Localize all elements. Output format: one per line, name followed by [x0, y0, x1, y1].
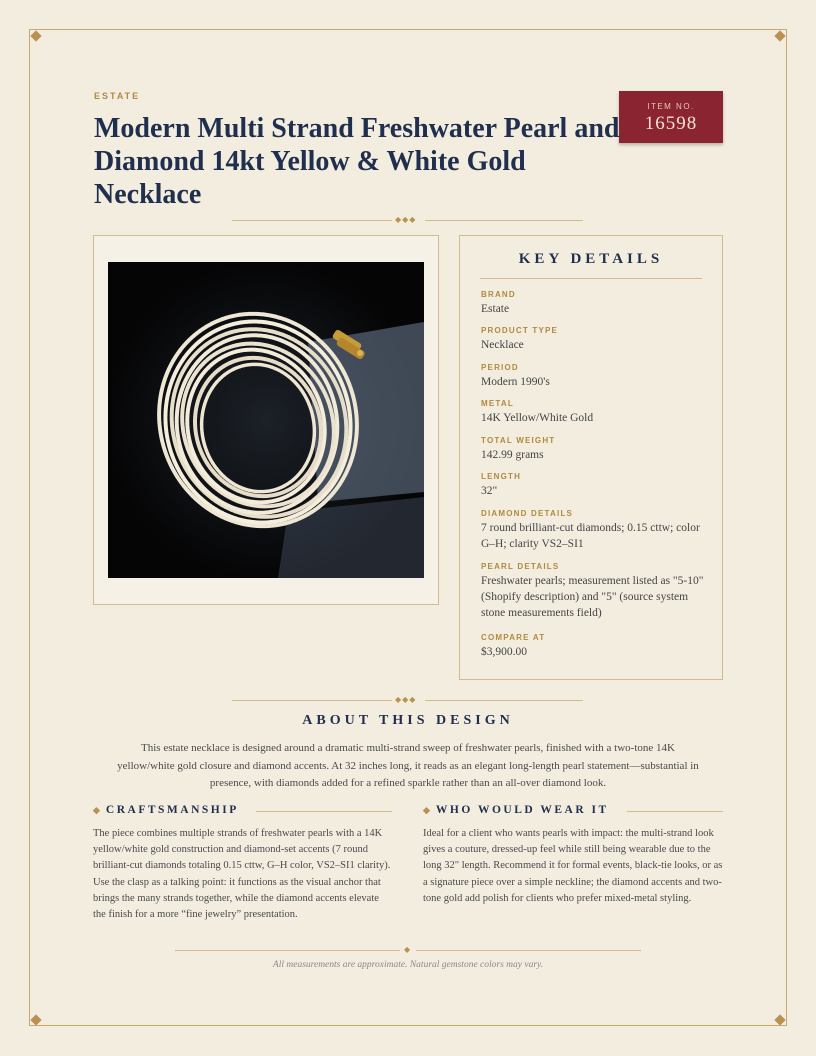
- craftsmanship-title: CRAFTSMANSHIP: [105, 804, 239, 816]
- detail-value: $3,900.00: [481, 646, 527, 658]
- who-would-wear-heading: [423, 804, 609, 818]
- detail-value: 142.99 grams: [481, 449, 544, 461]
- detail-value: Freshwater pearls; measurement listed as "5-10" (Shopify description) and "5" (source system stone measurements field): [481, 575, 704, 619]
- detail-label: PEARL DETAILS: [481, 562, 560, 571]
- section-rule: [256, 811, 392, 812]
- divider-line: [232, 700, 392, 701]
- who-would-wear-title: WHO WOULD WEAR IT: [435, 804, 609, 816]
- craftsmanship-text: The piece combines multiple strands of freshwater pearls with a 14K yellow/white gold construction and diamond-set accents (7 round brilliant-cut diamonds totaling 0.15 cttw, G–H color, VS2–SI1 clarity). Use the clasp as a talking point: it functions as the visual anchor that brings the many strands together, while the diamond accents elevate the finish for a more “fine jewelry” presentation.: [93, 828, 391, 921]
- who-would-wear-text: Ideal for a client who wants pearls with impact: the multi-strand look gives a couture, dressed-up feel while still being wearable due to the long 32" length. Recommend it for formal events, black-tie looks, or as a signature piece over a simple neckline; the diamond accents and two-tone gold add polish for clients who prefer mixed-metal styling.: [423, 828, 723, 904]
- detail-value: Necklace: [481, 339, 524, 351]
- section-rule: [627, 811, 723, 812]
- item-number-label: ITEM NO.: [647, 102, 695, 111]
- detail-period: [481, 362, 706, 390]
- detail-total-weight: [481, 435, 706, 463]
- about-title: ABOUT THIS DESIGN: [302, 713, 514, 728]
- detail-value: 7 round brilliant-cut diamonds; 0.15 cttw; color G–H; clarity VS2–SI1: [481, 522, 700, 550]
- detail-value: 14K Yellow/White Gold: [481, 412, 594, 424]
- item-number-value: 16598: [644, 113, 698, 134]
- about-text: This estate necklace is designed around a dramatic multi-strand sweep of freshwater pearls, finished with a two-tone 14K yellow/white gold closure and diamond accents. At 32 inches long, it reads as an elegant long-length pearl statement—substantial in presence, with diamonds added for a refined sparkle rather than an all-over diamond look.: [117, 742, 699, 789]
- detail-label: BRAND: [481, 290, 516, 299]
- detail-diamond-details: [481, 508, 706, 552]
- divider-line: [425, 700, 583, 701]
- detail-label: DIAMOND DETAILS: [481, 509, 574, 518]
- detail-pearl-details: [481, 561, 706, 621]
- divider-line: [175, 950, 400, 951]
- craftsmanship-heading: [93, 804, 239, 818]
- footer-note: All measurements are approximate. Natural gemstone colors may vary.: [272, 960, 544, 970]
- key-details-rule: [480, 278, 702, 279]
- diamond-bullet-icon: ◆: [93, 805, 100, 815]
- detail-value: Modern 1990's: [481, 376, 550, 388]
- pearl-necklace-illustration: [108, 262, 424, 578]
- detail-label: PRODUCT TYPE: [481, 326, 559, 335]
- detail-compare-at: [481, 632, 706, 660]
- item-number-badge: [619, 91, 723, 143]
- detail-label: PERIOD: [481, 363, 519, 372]
- divider-line: [416, 950, 641, 951]
- divider-ornament: ◆◆◆: [395, 215, 417, 224]
- detail-label: COMPARE AT: [481, 633, 546, 642]
- detail-label: TOTAL WEIGHT: [481, 436, 556, 445]
- product-image: [108, 262, 424, 578]
- detail-brand: [481, 289, 706, 317]
- divider-line: [232, 220, 392, 221]
- product-title: Modern Multi Strand Freshwater Pearl and Diamond 14kt Yellow & White Gold Necklace: [94, 113, 620, 210]
- divider-line: [425, 220, 583, 221]
- detail-label: LENGTH: [481, 472, 522, 481]
- detail-label: METAL: [481, 399, 514, 408]
- divider-ornament: ◆◆◆: [395, 695, 417, 704]
- brand-eyebrow: ESTATE: [94, 91, 141, 101]
- detail-product-type: [481, 325, 706, 353]
- detail-metal: [481, 398, 706, 426]
- detail-value: Estate: [481, 303, 510, 315]
- divider-ornament: ◆: [404, 945, 412, 954]
- diamond-bullet-icon: ◆: [423, 805, 430, 815]
- detail-value: 32": [481, 485, 498, 497]
- detail-length: [481, 471, 706, 499]
- key-details-title: KEY DETAILS: [518, 251, 664, 267]
